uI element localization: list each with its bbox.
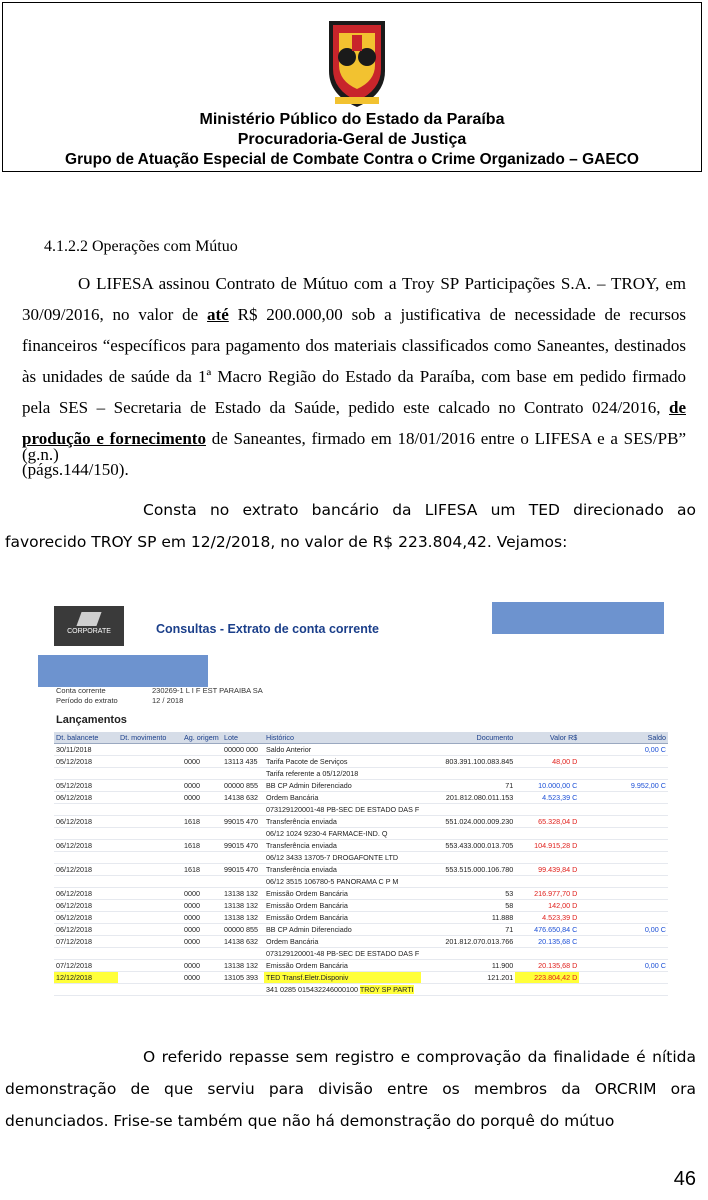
table-cell	[182, 984, 222, 996]
redaction-box	[38, 655, 208, 687]
table-cell: 06/12/2018	[54, 888, 118, 900]
table-cell	[515, 852, 579, 864]
paragraph-ted-text: Consta no extrato bancário da LIFESA um TED direcionado ao favorecido TROY SP em 12/2/2018, no valor de R$ 223.804,42. Vejamos:	[5, 501, 696, 551]
table-cell: Emissão Ordem Bancária	[264, 960, 421, 972]
table-cell	[515, 984, 579, 996]
table-cell: 073129120001-48 PB-SEC DE ESTADO DAS F	[266, 805, 420, 814]
table-cell: BB CP Admin Diferenciado	[264, 780, 421, 792]
table-cell	[118, 948, 182, 960]
table-cell: 06/12 3515 106780-5 PANORAMA C P M	[264, 876, 421, 888]
table-cell: 11.900	[421, 960, 515, 972]
table-cell	[515, 768, 579, 780]
table-cell: 99015 470	[222, 840, 264, 852]
column-header: Lote	[222, 732, 264, 744]
table-cell: 0000	[182, 792, 222, 804]
table-cell	[222, 828, 264, 840]
table-cell: Tarifa Pacote de Serviços	[264, 756, 421, 768]
table-cell: 05/12/2018	[54, 756, 118, 768]
table-row	[54, 780, 668, 792]
table-cell: 06/12/2018	[54, 912, 118, 924]
table-cell: 30/11/2018	[54, 744, 118, 756]
table-cell: 0000	[182, 780, 222, 792]
bank-statement-screenshot	[52, 600, 666, 994]
table-cell	[118, 804, 182, 816]
account-info: Conta corrente 230269-1 L I F EST PARAIBA SA Período do extrato 12 / 2018	[56, 686, 263, 705]
table-cell: 00000 855	[222, 924, 264, 936]
table-cell: BB CP Admin Diferenciado	[264, 924, 421, 936]
table-cell	[579, 852, 668, 864]
table-cell	[579, 792, 668, 804]
table-cell	[118, 900, 182, 912]
table-cell: 06/12 1024 9230-4 FARMACE-IND. Q	[264, 828, 421, 840]
table-cell: Tarifa referente a 05/12/2018	[264, 768, 421, 780]
table-cell: 48,00 D	[515, 756, 579, 768]
table-row	[54, 744, 668, 756]
table-row	[54, 792, 668, 804]
redaction-box	[492, 602, 664, 634]
table-cell	[421, 852, 515, 864]
table-cell: 803.391.100.083.845	[421, 756, 515, 768]
document-header	[2, 2, 702, 172]
column-header: Valor R$	[515, 732, 579, 744]
table-cell: 10.000,00 C	[515, 780, 579, 792]
table-cell	[118, 876, 182, 888]
table-cell	[515, 804, 579, 816]
table-cell	[182, 876, 222, 888]
table-cell	[222, 876, 264, 888]
corporate-logo-icon: CORPORATE	[54, 606, 124, 646]
column-header: Ag. origem	[182, 732, 222, 744]
table-cell	[118, 864, 182, 876]
table-row	[54, 912, 668, 924]
table-cell: 05/12/2018	[54, 780, 118, 792]
table-cell	[118, 852, 182, 864]
table-cell	[54, 876, 118, 888]
table-row	[54, 864, 668, 876]
table-cell	[222, 804, 264, 816]
table-cell	[579, 816, 668, 828]
column-header: Dt. balancete	[54, 732, 118, 744]
page-number: 46	[673, 1168, 696, 1190]
table-cell	[222, 948, 264, 960]
table-cell: 13113 435	[222, 756, 264, 768]
table-cell	[118, 924, 182, 936]
table-cell: 07/12/2018	[54, 936, 118, 948]
quote-producao: de produção e fornecimento	[22, 398, 686, 448]
table-cell: 201.812.070.013.766	[421, 936, 515, 948]
grifo-nosso: (g.n.)	[22, 445, 59, 464]
table-cell	[118, 840, 182, 852]
table-cell	[182, 768, 222, 780]
table-cell: Ordem Bancária	[264, 936, 421, 948]
table-cell	[579, 768, 668, 780]
table-cell	[421, 876, 515, 888]
table-row	[54, 888, 668, 900]
table-cell	[579, 864, 668, 876]
table-cell: 58	[421, 900, 515, 912]
table-cell: 06/12/2018	[54, 900, 118, 912]
table-cell	[515, 876, 579, 888]
table-cell: TED Transf.Eletr.Disponiv	[264, 972, 421, 984]
table-cell: 104.915,28 D	[515, 840, 579, 852]
table-cell	[579, 936, 668, 948]
table-cell	[118, 936, 182, 948]
column-header: Histórico	[264, 732, 421, 744]
table-cell	[579, 900, 668, 912]
table-cell: 9.952,00 C	[579, 780, 668, 792]
table-cell: Emissão Ordem Bancária	[264, 912, 421, 924]
table-cell: 99.439,84 D	[515, 864, 579, 876]
table-cell: 223.804,42 D	[515, 972, 579, 984]
table-cell: 11.888	[421, 912, 515, 924]
table-cell: 99015 470	[222, 816, 264, 828]
table-cell: 12/12/2018	[54, 972, 118, 984]
column-header: Documento	[421, 732, 515, 744]
table-cell	[579, 840, 668, 852]
table-cell	[118, 828, 182, 840]
table-cell: 00000 000	[222, 744, 264, 756]
quote-part-a: O LIFESA assinou Contrato de Mútuo com a Troy SP Participações S.A. – TROY, em 30/09/2016, no valor de	[22, 274, 686, 324]
table-row	[54, 960, 668, 972]
table-row	[54, 840, 668, 852]
header-ministry: Ministério Público do Estado da Paraíba	[199, 111, 505, 128]
table-cell: 216.977,70 D	[515, 888, 579, 900]
table-cell	[182, 852, 222, 864]
table-cell	[579, 948, 668, 960]
table-row	[54, 972, 668, 984]
paragraph-conclusion-text: O referido repasse sem registro e comprovação da finalidade é nítida demonstração de que serviu para divisão entre os membros da ORCRIM ora denunciados. Frise-se também que não há demonstração do porquê do mútuo	[5, 1048, 696, 1130]
header-gaeco: Grupo de Atuação Especial de Combate Contra o Crime Organizado – GAECO	[65, 151, 639, 168]
table-cell	[421, 768, 515, 780]
table-row	[54, 804, 668, 816]
quote-ate: até	[207, 305, 229, 324]
quote-part-c: de Saneantes, firmado em 18/01/2016 entre o LIFESA e a SES/PB” (págs.144/150).	[22, 429, 686, 479]
table-cell: 0,00 C	[579, 960, 668, 972]
table-cell: 06/12/2018	[54, 840, 118, 852]
table-cell: Transferência enviada	[264, 864, 421, 876]
table-cell	[118, 780, 182, 792]
table-cell: 71	[421, 780, 515, 792]
table-cell: 142,00 D	[515, 900, 579, 912]
table-cell: 341 0285 015432246000100 TROY SP PARTI	[264, 984, 421, 996]
table-cell	[515, 744, 579, 756]
table-cell	[182, 804, 222, 816]
table-cell	[421, 948, 515, 960]
table-cell: 4.523,39 D	[515, 912, 579, 924]
table-row	[54, 852, 668, 864]
table-row	[54, 948, 668, 960]
table-row	[54, 924, 668, 936]
table-cell	[579, 912, 668, 924]
table-cell	[182, 948, 222, 960]
table-cell: 13138 132	[222, 888, 264, 900]
table-cell	[579, 888, 668, 900]
table-cell: 121.201	[421, 972, 515, 984]
table-cell: 65.328,04 D	[515, 816, 579, 828]
table-cell: 53	[421, 888, 515, 900]
column-header: Saldo	[579, 732, 668, 744]
table-row	[54, 816, 668, 828]
lancamentos-heading: Lançamentos	[56, 714, 127, 726]
table-cell: 71	[421, 924, 515, 936]
table-cell: Ordem Bancária	[264, 792, 421, 804]
institution-seal-icon	[321, 11, 393, 111]
table-cell	[579, 828, 668, 840]
table-cell: 073129120001-48 PB-SEC DE ESTADO DAS F	[266, 949, 420, 958]
table-cell	[182, 828, 222, 840]
table-cell	[515, 828, 579, 840]
table-cell	[54, 828, 118, 840]
header-procuradoria: Procuradoria-Geral de Justiça	[237, 131, 467, 148]
table-cell: 13138 132	[222, 960, 264, 972]
table-header-row	[54, 732, 668, 744]
table-cell	[222, 768, 264, 780]
table-cell: Transferência enviada	[264, 840, 421, 852]
table-cell	[118, 984, 182, 996]
table-cell	[579, 972, 668, 984]
table-cell: 0,00 C	[579, 924, 668, 936]
table-cell	[118, 912, 182, 924]
table-cell	[421, 744, 515, 756]
table-row	[54, 876, 668, 888]
table-cell	[118, 756, 182, 768]
table-cell: 13138 132	[222, 900, 264, 912]
table-cell: 0000	[182, 924, 222, 936]
table-cell: 0000	[182, 936, 222, 948]
table-cell	[118, 768, 182, 780]
table-cell: 1618	[182, 816, 222, 828]
table-cell	[421, 804, 515, 816]
table-cell	[118, 972, 182, 984]
statement-table	[54, 732, 668, 996]
table-cell	[421, 828, 515, 840]
table-row	[54, 756, 668, 768]
table-cell	[222, 852, 264, 864]
table-cell: 20.135,68 C	[515, 936, 579, 948]
table-cell: 0000	[182, 972, 222, 984]
table-cell: 06/12 3433 13705-7 DROGAFONTE LTD	[264, 852, 421, 864]
table-cell: Emissão Ordem Bancária	[264, 900, 421, 912]
statement-title: Consultas - Extrato de conta corrente	[156, 622, 379, 636]
table-cell	[54, 984, 118, 996]
paragraph-conclusion	[5, 1041, 696, 1137]
table-cell	[118, 960, 182, 972]
table-cell: 0000	[182, 888, 222, 900]
table-cell: 14138 632	[222, 936, 264, 948]
table-cell: Saldo Anterior	[264, 744, 421, 756]
table-cell: 4.523,39 C	[515, 792, 579, 804]
table-cell: 06/12/2018	[54, 792, 118, 804]
table-cell: Emissão Ordem Bancária	[264, 888, 421, 900]
paragraph-ted	[5, 494, 696, 558]
table-cell: 20.135,68 D	[515, 960, 579, 972]
table-cell	[54, 768, 118, 780]
table-cell: 14138 632	[222, 792, 264, 804]
table-cell: 00000 855	[222, 780, 264, 792]
table-cell: 551.024.000.009.230	[421, 816, 515, 828]
table-cell: 476.650,84 C	[515, 924, 579, 936]
table-cell	[579, 804, 668, 816]
table-cell: 13105 393	[222, 972, 264, 984]
table-row	[54, 828, 668, 840]
table-cell: 0,00 C	[579, 744, 668, 756]
table-cell	[182, 744, 222, 756]
table-cell: 553.433.000.013.705	[421, 840, 515, 852]
table-cell: 0000	[182, 900, 222, 912]
table-row	[54, 768, 668, 780]
table-cell	[118, 816, 182, 828]
table-cell: 553.515.000.106.780	[421, 864, 515, 876]
table-row	[54, 984, 668, 996]
table-cell	[54, 852, 118, 864]
table-cell	[579, 984, 668, 996]
table-cell	[118, 744, 182, 756]
table-cell: 07/12/2018	[54, 960, 118, 972]
table-cell	[579, 876, 668, 888]
table-cell: 06/12/2018	[54, 816, 118, 828]
table-cell: 201.812.080.011.153	[421, 792, 515, 804]
table-cell	[54, 804, 118, 816]
column-header: Dt. movimento	[118, 732, 182, 744]
table-cell: 0000	[182, 756, 222, 768]
table-cell: 06/12/2018	[54, 864, 118, 876]
table-cell: 06/12/2018	[54, 924, 118, 936]
table-row	[54, 936, 668, 948]
table-cell	[421, 984, 515, 996]
table-cell	[118, 792, 182, 804]
table-cell: 13138 132	[222, 912, 264, 924]
table-cell	[515, 948, 579, 960]
table-cell: 0000	[182, 960, 222, 972]
table-cell	[54, 948, 118, 960]
table-row	[54, 900, 668, 912]
table-cell: 99015 470	[222, 864, 264, 876]
table-cell: 0000	[182, 912, 222, 924]
table-cell	[579, 756, 668, 768]
table-cell: 1618	[182, 864, 222, 876]
table-cell	[118, 888, 182, 900]
table-cell	[222, 984, 264, 996]
quote-part-b: R$ 200.000,00 sob a justificativa de necessidade de recursos financeiros “específicos para pagamento dos materiais classificados como Saneantes, destinados às unidades de saúde da 1ª Macro Região do Estado da Paraíba, com base em pedido firmado pela SES – Secretaria de Estado da Saúde, pedido este calcado no Contrato 024/2016,	[22, 305, 687, 417]
section-title: 4.1.2.2 Operações com Mútuo	[44, 238, 238, 255]
table-cell: Transferência enviada	[264, 816, 421, 828]
quoted-excerpt	[22, 268, 686, 485]
table-cell: 1618	[182, 840, 222, 852]
